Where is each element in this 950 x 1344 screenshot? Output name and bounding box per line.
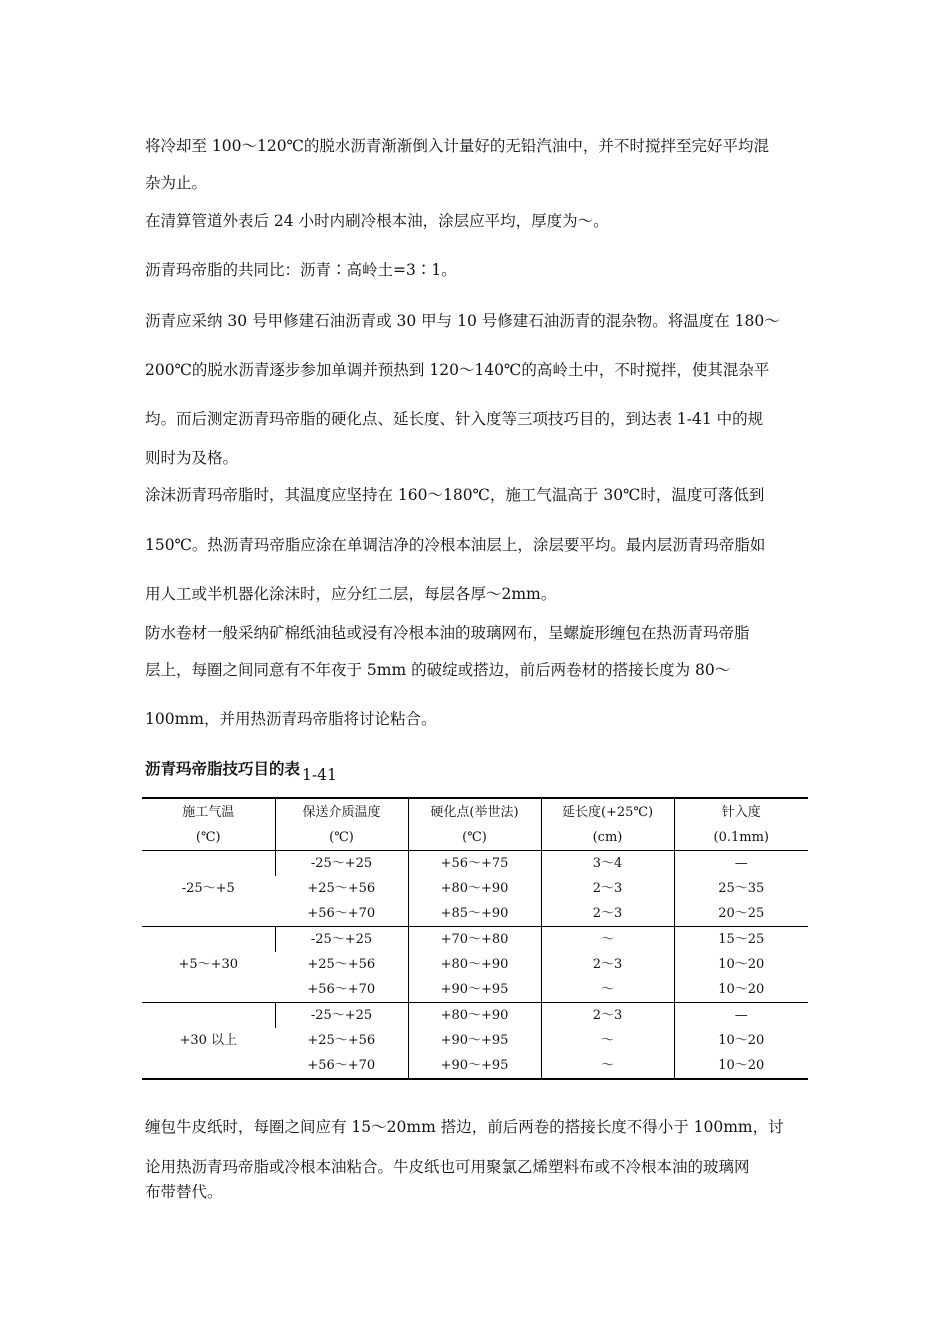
softening-cell: +85～+90 [408, 901, 541, 927]
elongation-cell: 3～4 [541, 851, 674, 877]
paragraph-6-line-2: 层上，每圈之间同意有不年夜于 5mm 的破绽或搭边，前后两卷材的搭接长度为 80～ [145, 661, 731, 679]
paragraph-6-line-1: 防水卷材一般采纳矿棉纸油毡或浸有冷根本油的玻璃网布，呈螺旋形缠包在热沥青玛帝脂 [145, 624, 750, 642]
asphalt-mastic-spec-table [142, 797, 808, 1080]
elongation-cell: 2～3 [541, 1003, 674, 1029]
paragraph-4-line-4: 则时为及格。 [145, 449, 239, 467]
paragraph-5-line-3: 用人工或半机器化涂沫时，应分红二层，每层各厚～2mm。 [145, 585, 557, 603]
paragraph-4-line-2: 200℃的脱水沥青逐步参加单调并预热到 120～140℃的高岭土中，不时搅拌，使其混杂平 [145, 361, 770, 379]
paragraph-3: 沥青玛帝脂的共同比：沥青∶高岭土=3∶1。 [145, 261, 457, 279]
elongation-cell: ～ [541, 1053, 674, 1079]
paragraph-4-line-3: 均。而后测定沥青玛帝脂的硬化点、延长度、针入度等三项技巧目的，到达表 1-41 中的规 [145, 410, 764, 428]
paragraph-5-line-2: 150℃。热沥青玛帝脂应涂在单调洁净的冷根本油层上，涂层要平均。最内层沥青玛帝脂如 [145, 536, 766, 554]
penetration-cell: 10～20 [674, 952, 808, 977]
medium-cell: +56～+70 [275, 901, 408, 927]
elongation-cell: 2～3 [541, 876, 674, 901]
penetration-cell: 15～25 [674, 927, 808, 953]
softening-cell: +70～+80 [408, 927, 541, 953]
softening-cell: +80～+90 [408, 876, 541, 901]
paragraph-5-line-1: 涂沫沥青玛帝脂时，其温度应坚持在 160～180℃，施工气温高于 30℃时，温度可落低到 [145, 486, 765, 504]
elongation-cell: ～ [541, 1028, 674, 1053]
penetration-cell: — [674, 851, 808, 877]
header-medium-temp: 保送介质温度 (℃) [275, 798, 408, 851]
paragraph-7-line-1: 缠包牛皮纸时，每圈之间应有 15～20mm 搭边，前后两卷的搭接长度不得小于 100mm，讨 [145, 1118, 784, 1136]
paragraph-1-line-1: 将冷却至 100～120℃的脱水沥青渐渐倒入计量好的无铅汽油中，并不时搅拌至完好平均混 [145, 137, 769, 155]
penetration-cell: 10～20 [674, 1028, 808, 1053]
penetration-cell: 10～20 [674, 977, 808, 1003]
table-header-row [142, 798, 808, 851]
table-row [142, 927, 808, 953]
softening-cell: +56～+75 [408, 851, 541, 877]
elongation-cell: ～ [541, 977, 674, 1003]
header-penetration: 针入度 (0.1mm) [674, 798, 808, 851]
elongation-cell: 2～3 [541, 952, 674, 977]
medium-cell: -25～+25 [275, 1003, 408, 1029]
table-caption [145, 757, 337, 784]
region-cell: +30 以上 [142, 1003, 275, 1080]
medium-cell: -25～+25 [275, 851, 408, 877]
table-group-2 [142, 927, 808, 1003]
penetration-cell: — [674, 1003, 808, 1029]
medium-cell: +25～+56 [307, 957, 376, 972]
softening-cell: +90～+95 [408, 1053, 541, 1079]
paragraph-2: 在清算管道外表后 24 小时内刷冷根本油，涂层应平均，厚度为～。 [145, 212, 609, 230]
table-caption-title: 沥青玛帝脂技巧目的表 [145, 760, 301, 778]
softening-cell: +90～+95 [408, 977, 541, 1003]
region-cell: +5～+30 [142, 927, 275, 1003]
paragraph-7-line-2: 论用热沥青玛帝脂或冷根本油粘合。牛皮纸也可用聚氯乙烯塑料布或不冷根本油的玻璃网 [145, 1158, 750, 1176]
table-group-1 [142, 851, 808, 927]
medium-cell: +25～+56 [307, 1033, 376, 1048]
table-row [142, 1003, 808, 1029]
medium-cell: +56～+70 [275, 977, 408, 1003]
penetration-cell: 25～35 [674, 876, 808, 901]
table-group-3 [142, 1003, 808, 1080]
paragraph-7-line-3: 布带替代。 [145, 1183, 223, 1201]
header-ambient-temp: 施工气温 (℃) [142, 798, 275, 851]
softening-cell: +80～+90 [408, 1003, 541, 1029]
penetration-cell: 10～20 [674, 1053, 808, 1079]
paragraph-4-line-1: 沥青应采纳 30 号甲修建石油沥青或 30 甲与 10 号修建石油沥青的混杂物。将温度在 180～ [145, 312, 780, 330]
softening-cell: +80～+90 [408, 952, 541, 977]
medium-cell: -25～+25 [275, 927, 408, 953]
header-elongation: 延长度(+25℃) (cm) [541, 798, 674, 851]
header-softening-point: 硬化点(举世法) (℃) [408, 798, 541, 851]
region-cell: -25～+5 [142, 851, 275, 927]
penetration-cell: 20～25 [674, 901, 808, 927]
medium-cell: +25～+56 [307, 881, 376, 896]
softening-cell: +90～+95 [408, 1028, 541, 1053]
paragraph-1-line-2: 杂为止。 [145, 174, 208, 192]
medium-cell: +56～+70 [275, 1053, 408, 1079]
elongation-cell: ～ [541, 927, 674, 953]
table-caption-number: 1-41 [302, 766, 337, 784]
table-row [142, 851, 808, 877]
elongation-cell: 2～3 [541, 901, 674, 927]
paragraph-6-line-3: 100mm，并用热沥青玛帝脂将讨论粘合。 [145, 710, 437, 728]
